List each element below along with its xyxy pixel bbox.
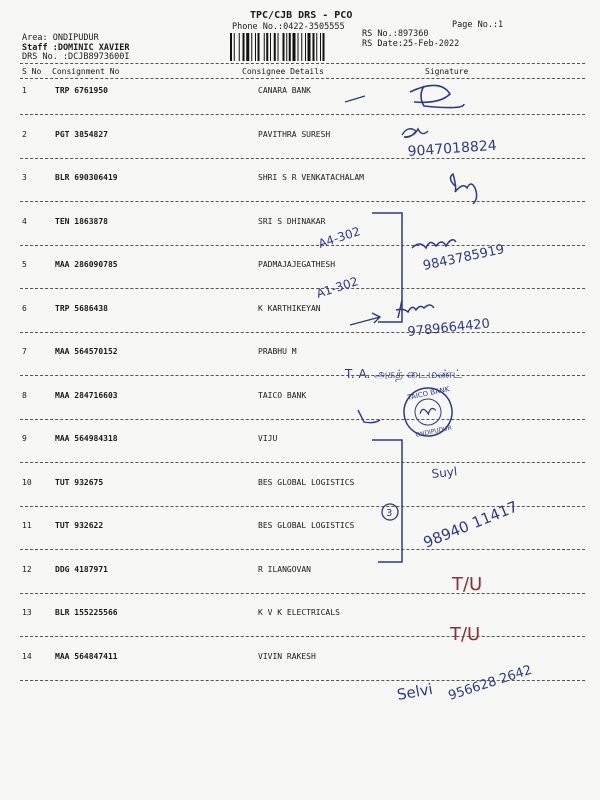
row-consignee: K KARTHIKEYAN [258,303,321,313]
row13-mark: T/U [450,624,481,645]
row-sno: 3 [22,173,27,182]
row5-phone: 9843785919 [421,242,506,274]
row7-sign: T. A. அகத் டைமண்ட் [345,367,463,381]
row-consignee: VIJU [258,434,278,443]
row-consignment-no: TUT 932675 [55,477,104,487]
row-consignment-no: MAA 564570152 [55,347,118,356]
row14-name: Selvi [395,679,435,704]
signature-stroke [345,96,365,102]
row-consignee: SHRI S R VENKATACHALAM [258,173,364,182]
signature-scribble [412,240,456,248]
signature-scribble [450,174,476,204]
row-consignment-no: BLR 155225566 [55,608,118,617]
row5-note: A1-302 [314,274,360,301]
row-sno: 12 [22,564,32,574]
row-consignment-no: MAA 284716603 [55,390,118,400]
row-consignee: CANARA BANK [258,86,311,95]
row11-circle: 3 [386,508,393,519]
row-consignment-no: MAA 286090785 [55,260,118,269]
row-sno: 11 [22,521,32,530]
row2-phone: 9047018824 [407,137,498,160]
row14-phone: 956628 2642 [446,662,534,704]
row-consignment-no: DDG 4187971 [55,564,108,574]
row10-sign: Suyl [430,464,458,481]
rs-date: RS Date:25-Feb-2022 [362,39,460,49]
arrow [350,313,380,325]
row11-phone: 98940 11417 [420,497,521,552]
row-consignment-no: BLR 690306419 [55,173,118,182]
row-consignment-no: MAA 564847411 [55,651,118,661]
row-sno: 13 [22,608,32,617]
row-consignment-no: TEN 1863878 [55,216,108,226]
col-signature: Signature [425,67,469,76]
row-consignee: PAVITHRA SURESH [258,129,331,139]
row-sno: 5 [22,260,27,269]
row-sno: 6 [22,303,27,313]
row-consignee: SRI S DHINAKAR [258,216,326,226]
row-consignee: TAICO BANK [258,390,307,400]
row-consignee: BES GLOBAL LOGISTICS [258,521,355,530]
col-consignment: Consignment No [52,67,120,76]
col-consignee: Consignee Details [242,67,324,76]
row-consignment-no: PGT 3854827 [55,129,108,139]
row-sno: 4 [22,216,27,226]
row-consignee: PADMAJAJEGATHESH [258,260,336,269]
page-number: Page No.:1 [452,20,504,30]
row-sno: 2 [22,129,27,139]
row-consignment-no: TRP 6761950 [55,86,108,95]
row-sno: 9 [22,434,27,443]
row-consignee: PRABHU M [258,347,297,356]
row6-phone: 9789664420 [406,316,491,340]
row-consignment-no: TRP 5686438 [55,303,108,313]
drs-number: DRS No. :DCJB8973600I [22,52,130,62]
row-consignee: K V K ELECTRICALS [258,608,340,617]
row-consignee: R ILANGOVAN [258,564,311,574]
rs-number: RS No.:897360 [362,29,429,39]
row-consignee: VIVIN RAKESH [258,651,316,661]
row-sno: 14 [22,651,32,661]
stamp-text-bottom: ONDIPUDUR [414,424,453,440]
row-sno: 7 [22,347,27,356]
staff-label: Staff :DOMINIC XAVIER [22,43,130,53]
sheet-title: TPC/CJB DRS - PCO [250,10,353,21]
phone-number: Phone No.:0422-3505555 [232,22,345,32]
signature-scribble [410,85,464,107]
row4-note: A4-302 [316,224,362,251]
tick-mark [358,410,380,423]
row-consignee: BES GLOBAL LOGISTICS [258,477,355,487]
stamp-text-top: TAICO BANK [406,385,451,402]
row-sno: 10 [22,477,32,487]
row-consignment-no: MAA 564984318 [55,434,118,443]
signature-scribble [402,129,428,138]
row-sno: 1 [22,86,27,95]
bank-stamp [400,383,459,440]
col-sno: S No [22,67,42,76]
area-label: Area: ONDIPUDUR [22,33,99,43]
row12-mark: T/U [452,574,483,595]
bracket-line [372,213,402,322]
bracket-line [372,440,402,562]
row-sno: 8 [22,390,27,400]
row-consignment-no: TUT 932622 [55,521,104,530]
